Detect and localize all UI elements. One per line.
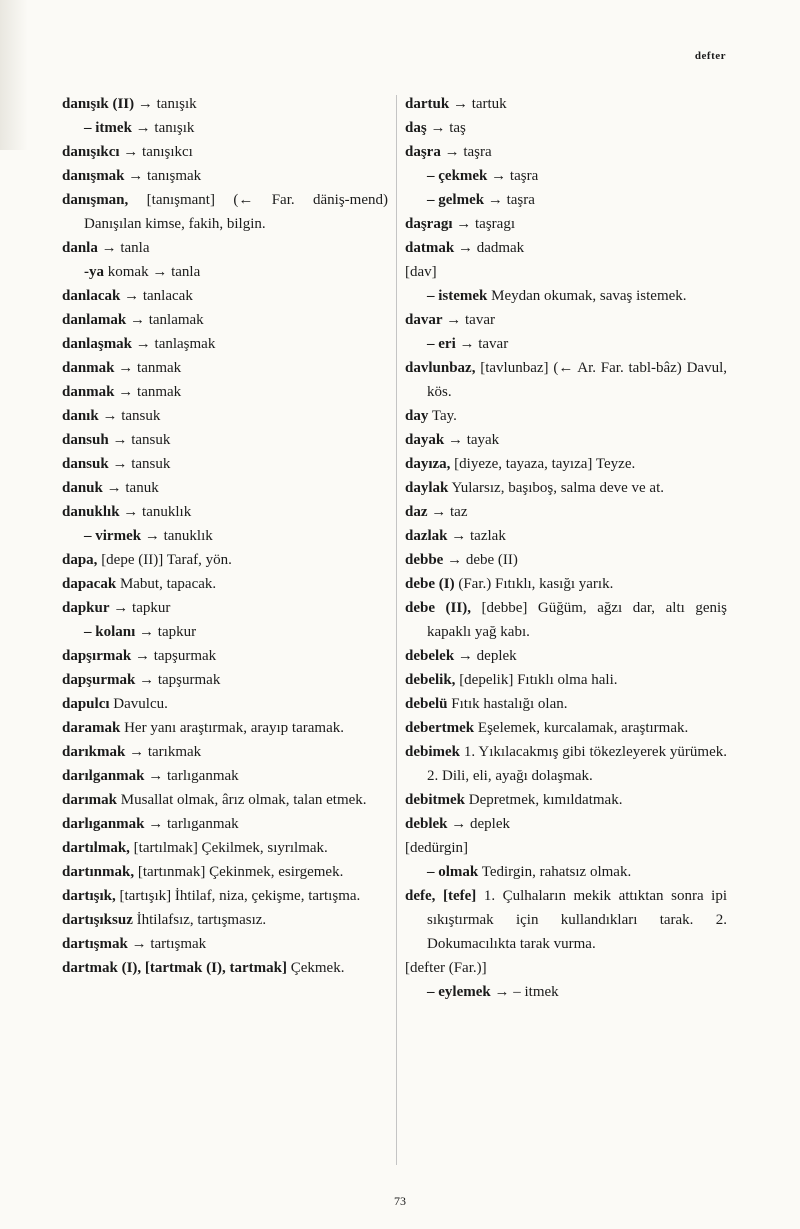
- dictionary-entry: [405, 236, 727, 260]
- entry-definition: [depe (II)] Taraf, yön.: [97, 552, 232, 568]
- entry-definition: → debe (II): [443, 552, 518, 568]
- entry-definition: → tansuk: [108, 456, 171, 472]
- dictionary-entry: [62, 620, 388, 644]
- entry-headword: daşra: [405, 144, 441, 160]
- dictionary-entry: [405, 212, 727, 236]
- dictionary-entry: [62, 692, 388, 716]
- dictionary-entry: [62, 452, 388, 476]
- entry-definition: → tanışık: [134, 96, 197, 112]
- entry-headword: debbe: [405, 552, 444, 568]
- entry-headword: danışık (II): [62, 96, 135, 112]
- dictionary-entry: [405, 644, 727, 668]
- entry-headword: dapşurmak: [62, 672, 136, 688]
- entry-headword: – virmek: [84, 528, 142, 544]
- dictionary-entry: [405, 260, 727, 284]
- entry-definition: İhtilafsız, tartışmasız.: [132, 912, 267, 928]
- entry-definition: → taşra: [440, 144, 492, 160]
- dictionary-entry: [62, 932, 388, 956]
- dictionary-entry: [405, 836, 727, 860]
- entry-definition: [tartılmak] Çekilmek, sıyrılmak.: [129, 840, 328, 856]
- entry-definition: → deplek: [454, 648, 517, 664]
- dictionary-entry: [62, 92, 388, 116]
- entry-definition: Depretmek, kımıldatmak.: [465, 792, 623, 808]
- dictionary-entry: [62, 236, 388, 260]
- right-column: [405, 92, 727, 1004]
- entry-definition: → taşragı: [452, 216, 515, 232]
- entry-headword: danık: [62, 408, 99, 424]
- entry-definition: Çekmek.: [286, 960, 345, 976]
- entry-definition: → tarlıganmak: [144, 768, 239, 784]
- entry-headword: – istemek: [427, 288, 488, 304]
- entry-definition: → tazlak: [447, 528, 506, 544]
- entry-definition: Yularsız, başıboş, salma deve ve at.: [448, 480, 664, 496]
- dictionary-entry: [62, 140, 388, 164]
- entry-definition: [dav]: [405, 264, 437, 280]
- entry-headword: – çekmek: [427, 168, 488, 184]
- dictionary-entry: [62, 476, 388, 500]
- entry-definition: [tartışık] İhtilaf, niza, çekişme, tartışma.: [115, 888, 361, 904]
- entry-definition: → tapkur: [109, 600, 171, 616]
- entry-definition: → tavar: [455, 336, 509, 352]
- entry-headword: danlacak: [62, 288, 121, 304]
- entry-definition: Musallat olmak, ârız olmak, talan etmek.: [117, 792, 367, 808]
- entry-headword: dansuk: [62, 456, 109, 472]
- dictionary-entry: [405, 596, 727, 644]
- entry-headword: darılganmak: [62, 768, 145, 784]
- entry-headword: darımak: [62, 792, 118, 808]
- entry-headword: debelek: [405, 648, 455, 664]
- entry-definition: (Far.) Fıtıklı, kasığı yarık.: [454, 576, 614, 592]
- entry-definition: [debbe] Güğüm, ağzı dar, altı geniş kapaklı yağ kabı.: [427, 600, 727, 640]
- dictionary-entry: [62, 188, 388, 236]
- entry-headword: datmak: [405, 240, 455, 256]
- dictionary-entry: [405, 716, 727, 740]
- dictionary-entry: [62, 644, 388, 668]
- entry-headword: danışman,: [62, 192, 129, 208]
- entry-headword: davar: [405, 312, 443, 328]
- entry-definition: → taz: [427, 504, 468, 520]
- entry-definition: → tanmak: [114, 360, 182, 376]
- entry-headword: defe, [tefe]: [405, 888, 477, 904]
- dictionary-entry: [405, 572, 727, 596]
- entry-headword: dazlak: [405, 528, 448, 544]
- entry-definition: → tanla: [97, 240, 150, 256]
- entry-headword: darlıganmak: [62, 816, 145, 832]
- entry-headword: – eylemek: [427, 984, 491, 1000]
- entry-definition: → tanışmak: [124, 168, 202, 184]
- entry-definition: → tanuklık: [119, 504, 192, 520]
- entry-headword: debertmek: [405, 720, 475, 736]
- dictionary-entry: [62, 356, 388, 380]
- entry-definition: [tartınmak] Çekinmek, esirgemek.: [134, 864, 344, 880]
- entry-definition: → tanmak: [114, 384, 182, 400]
- dictionary-entry: [405, 164, 727, 188]
- entry-headword: dayak: [405, 432, 445, 448]
- dictionary-entry: [62, 836, 388, 860]
- entry-headword: – eri: [427, 336, 456, 352]
- entry-definition: → tarıkmak: [125, 744, 202, 760]
- entry-headword: debe (II),: [405, 600, 471, 616]
- entry-headword: dapşırmak: [62, 648, 132, 664]
- entry-definition: → tanlamak: [126, 312, 204, 328]
- dictionary-entry: [405, 284, 727, 308]
- entry-headword: danlamak: [62, 312, 127, 328]
- dictionary-entry: [405, 500, 727, 524]
- entry-definition: Fıtık hastalığı olan.: [447, 696, 568, 712]
- entry-headword: danmak: [62, 360, 115, 376]
- dictionary-entry: [405, 980, 727, 1004]
- entry-definition: Mabut, tapacak.: [116, 576, 217, 592]
- entry-headword: danuklık: [62, 504, 120, 520]
- entry-definition: [tanışmant] (← Far. däniş-mend) Danışılan kimse, fakih, bilgin.: [84, 192, 388, 232]
- entry-definition: → tanlacak: [120, 288, 193, 304]
- entry-definition: Her yanı araştırmak, arayıp taramak.: [120, 720, 344, 736]
- entry-headword: debe (I): [405, 576, 455, 592]
- entry-definition: 1. Yıkılacakmış gibi tökezleyerek yürümek. 2. Dili, eli, ayağı dolaşmak.: [427, 744, 727, 784]
- dictionary-entry: [62, 788, 388, 812]
- entry-definition: → tansuk: [98, 408, 161, 424]
- dictionary-entry: [405, 308, 727, 332]
- entry-headword: daz: [405, 504, 428, 520]
- dictionary-entry: [62, 164, 388, 188]
- entry-definition: → tapşurmak: [135, 672, 221, 688]
- entry-definition: [depelik] Fıtıklı olma hali.: [455, 672, 618, 688]
- entry-headword: danlaşmak: [62, 336, 133, 352]
- entry-definition: → tanışıkcı: [119, 144, 193, 160]
- entry-definition: → tartuk: [449, 96, 507, 112]
- entry-definition: Meydan okumak, savaş istemek.: [487, 288, 687, 304]
- entry-definition: → tanuk: [102, 480, 159, 496]
- entry-headword: dartışıksuz: [62, 912, 133, 928]
- entry-headword: davlunbaz,: [405, 360, 476, 376]
- entry-definition: → – itmek: [490, 984, 559, 1000]
- entry-definition: → tansuk: [108, 432, 171, 448]
- entry-definition: Eşelemek, kurcalamak, araştırmak.: [474, 720, 689, 736]
- dictionary-entry: [405, 356, 727, 404]
- dictionary-entry: [62, 764, 388, 788]
- dictionary-entry: [405, 812, 727, 836]
- page-number: 73: [394, 1194, 406, 1208]
- dictionary-entry: [405, 476, 727, 500]
- entry-definition: komak → tanla: [104, 264, 201, 280]
- dictionary-entry: [62, 668, 388, 692]
- entry-definition: Davulcu.: [109, 696, 168, 712]
- entry-headword: danışmak: [62, 168, 125, 184]
- dictionary-entry: [62, 428, 388, 452]
- entry-headword: darıkmak: [62, 744, 126, 760]
- entry-definition: → tapşurmak: [131, 648, 217, 664]
- dictionary-entry: [405, 860, 727, 884]
- entry-headword: danmak: [62, 384, 115, 400]
- entry-headword: debelik,: [405, 672, 456, 688]
- dictionary-entry: [405, 668, 727, 692]
- entry-headword: daşragı: [405, 216, 453, 232]
- dictionary-entry: [405, 788, 727, 812]
- dictionary-entry: [62, 548, 388, 572]
- entry-definition: → tartışmak: [127, 936, 207, 952]
- entry-headword: day: [405, 408, 429, 424]
- entry-headword: dartmak (I), [tartmak (I), tartmak]: [62, 960, 287, 976]
- entry-definition: → taş: [426, 120, 466, 136]
- dictionary-entry: [62, 332, 388, 356]
- entry-headword: danuk: [62, 480, 103, 496]
- entry-headword: dayıza,: [405, 456, 451, 472]
- dictionary-entry: [405, 92, 727, 116]
- entry-definition: → tanlaşmak: [132, 336, 216, 352]
- entry-headword: dartılmak,: [62, 840, 130, 856]
- entry-definition: → tanuklık: [141, 528, 213, 544]
- dictionary-entry: [62, 812, 388, 836]
- entry-definition: → tarlıganmak: [144, 816, 239, 832]
- left-column: [62, 92, 388, 980]
- dictionary-entry: [62, 524, 388, 548]
- dictionary-entry: [405, 548, 727, 572]
- entry-definition: → tayak: [444, 432, 500, 448]
- dictionary-entry: [62, 956, 388, 980]
- dictionary-entry: [405, 884, 727, 956]
- dictionary-entry: [62, 308, 388, 332]
- entry-headword: -ya: [84, 264, 104, 280]
- entry-headword: debimek: [405, 744, 461, 760]
- entry-definition: → tanışık: [131, 120, 195, 136]
- entry-headword: dartınmak,: [62, 864, 135, 880]
- entry-definition: → deplek: [447, 816, 510, 832]
- dictionary-entry: [405, 692, 727, 716]
- dictionary-entry: [62, 716, 388, 740]
- dictionary-entry: [405, 524, 727, 548]
- dictionary-entry: [62, 740, 388, 764]
- entry-definition: [dedürgin]: [405, 840, 469, 856]
- dictionary-entry: [405, 740, 727, 788]
- scan-edge-shadow: [0, 0, 28, 150]
- entry-definition: [diyeze, tayaza, tayıza] Teyze.: [450, 456, 636, 472]
- dictionary-entry: [62, 596, 388, 620]
- dictionary-entry: [405, 404, 727, 428]
- entry-headword: – itmek: [84, 120, 132, 136]
- entry-definition: [tavlunbaz] (← Ar. Far. tabl-bâz) Davul, kös.: [427, 360, 727, 400]
- entry-definition: → taşra: [484, 192, 535, 208]
- entry-headword: daramak: [62, 720, 121, 736]
- entry-headword: dansuh: [62, 432, 109, 448]
- entry-headword: debitmek: [405, 792, 465, 808]
- dictionary-entry: [405, 956, 727, 980]
- entry-headword: danışıkcı: [62, 144, 120, 160]
- entry-headword: dapacak: [62, 576, 117, 592]
- entry-definition: Tedirgin, rahatsız olmak.: [478, 864, 632, 880]
- dictionary-entry: [405, 452, 727, 476]
- entry-headword: – kolanı: [84, 624, 136, 640]
- dictionary-entry: [405, 332, 727, 356]
- entry-headword: daş: [405, 120, 427, 136]
- entry-headword: – gelmek: [427, 192, 485, 208]
- entry-headword: dapulcı: [62, 696, 110, 712]
- entry-headword: dartuk: [405, 96, 450, 112]
- column-divider: [396, 95, 397, 1165]
- entry-headword: dartışık,: [62, 888, 116, 904]
- dictionary-entry: [405, 140, 727, 164]
- entry-definition: Tay.: [428, 408, 457, 424]
- page-header-guide-word: defter: [694, 50, 726, 62]
- entry-headword: daylak: [405, 480, 449, 496]
- dictionary-entry: [62, 284, 388, 308]
- entry-definition: → tapkur: [135, 624, 197, 640]
- entry-headword: debelü: [405, 696, 448, 712]
- dictionary-entry: [405, 116, 727, 140]
- dictionary-entry: [405, 188, 727, 212]
- entry-definition: → tavar: [442, 312, 495, 328]
- dictionary-entry: [62, 572, 388, 596]
- dictionary-entry: [62, 380, 388, 404]
- entry-headword: dartışmak: [62, 936, 128, 952]
- dictionary-entry: [62, 260, 388, 284]
- entry-definition: 1. Çulhaların mekik attıktan sonra ipi sıkıştırmak için kullandıkları tarak. 2. Dokumacılıkta tarak vurma.: [427, 888, 727, 952]
- dictionary-entry: [62, 500, 388, 524]
- entry-definition: → taşra: [487, 168, 539, 184]
- dictionary-entry: [62, 908, 388, 932]
- entry-definition: [defter (Far.)]: [405, 960, 487, 976]
- entry-headword: dapa,: [62, 552, 98, 568]
- dictionary-entry: [62, 860, 388, 884]
- dictionary-entry: [62, 404, 388, 428]
- entry-definition: → dadmak: [454, 240, 525, 256]
- dictionary-entry: [62, 884, 388, 908]
- entry-headword: – olmak: [427, 864, 479, 880]
- entry-headword: dapkur: [62, 600, 110, 616]
- dictionary-entry: [62, 116, 388, 140]
- dictionary-entry: [405, 428, 727, 452]
- entry-headword: deblek: [405, 816, 448, 832]
- entry-headword: danla: [62, 240, 98, 256]
